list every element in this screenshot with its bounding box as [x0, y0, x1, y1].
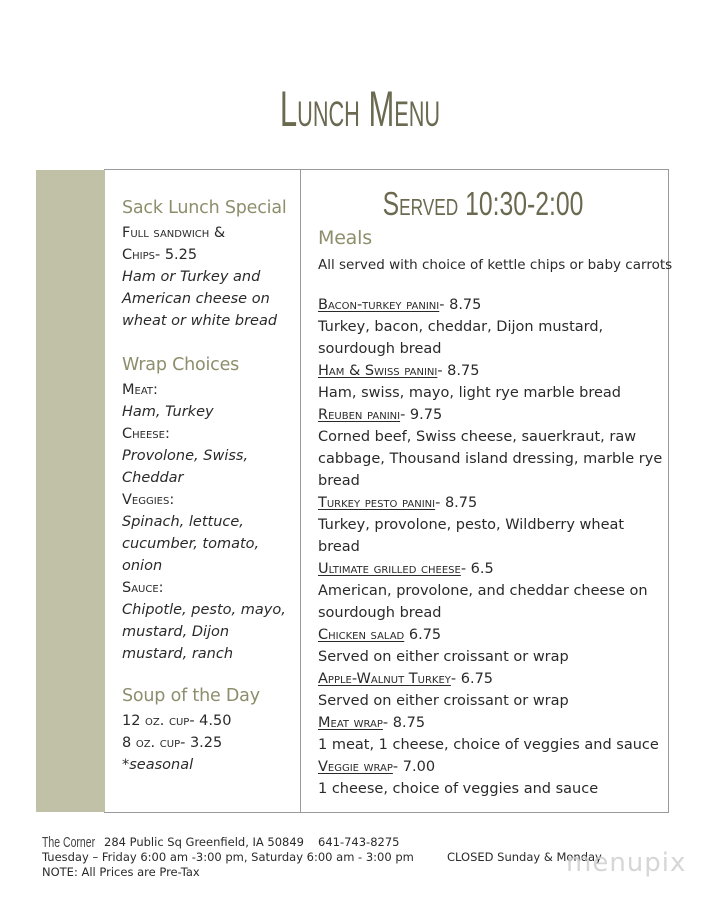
footer-brand: The Corner: [42, 834, 96, 851]
sack-lunch-price: Chips- 5.25: [122, 247, 198, 263]
wrap-cheese-options: Provolone, Swiss,: [122, 448, 249, 464]
wrap-sauce-options: Chipotle, pesto, mayo,: [122, 602, 286, 618]
sack-lunch-desc: wheat or white bread: [122, 313, 278, 329]
column-divider: [300, 169, 301, 813]
wrap-cheese-label: Cheese:: [122, 426, 170, 442]
left-column: [122, 194, 294, 776]
sack-lunch-desc: Ham or Turkey and: [122, 269, 261, 285]
menu-item-price: - 8.75: [435, 495, 478, 511]
footer-phone: 641-743-8275: [318, 835, 400, 849]
meals-title: Meals: [318, 227, 372, 249]
wrap-meat-options: Ham, Turkey: [122, 404, 214, 420]
menu-item-desc: Turkey, provolone, pesto, Wildberry wheat bread: [318, 517, 625, 555]
soup-price-8oz-text: 8 oz. cup- 3.25: [122, 735, 223, 751]
menu-item-price: 6.75: [404, 627, 442, 643]
menu-item-name: Meat wrap: [318, 715, 383, 731]
wrap-veggies-options: onion: [122, 558, 163, 574]
menu-item-heading: [318, 712, 663, 734]
menu-item-heading: [318, 668, 663, 690]
wrap-veggies-label: Veggies:: [122, 492, 175, 508]
menu-item-heading: [318, 492, 663, 514]
watermark: menupix: [566, 848, 687, 878]
wrap-sauce-options: mustard, ranch: [122, 646, 234, 662]
menu-item-name: Apple-Walnut Turkey: [318, 671, 451, 687]
menu-item-desc: 1 meat, 1 cheese, choice of veggies and sauce: [318, 737, 659, 753]
decorative-side-bar: [36, 170, 105, 812]
wrap-veggies-options: cucumber, tomato,: [122, 536, 260, 552]
menu-item-heading: [318, 294, 663, 316]
menu-item-name: Turkey pesto panini: [318, 495, 436, 511]
menu-item-price: - 8.75: [382, 715, 426, 731]
sack-lunch-desc: American cheese on: [122, 291, 270, 307]
soup-price-12oz-text: 12 oz. cup- 4.50: [122, 713, 232, 729]
menu-item-desc: Corned beef, Swiss cheese, sauerkraut, raw cabbage, Thousand island dressing, marble rye bread: [318, 429, 663, 489]
menu-item-name: Veggie wrap: [318, 759, 393, 775]
menu-item-price: - 7.00: [392, 759, 436, 775]
wrap-veggies-options: Spinach, lettuce,: [122, 514, 244, 530]
menu-item-price: - 8.75: [439, 297, 482, 313]
wrap-meat-label: Meat:: [122, 382, 158, 398]
soup-price-8oz: [122, 732, 294, 754]
right-column: [318, 224, 673, 800]
wrap-sauce-options: mustard, Dijon: [122, 624, 230, 640]
menu-item-heading: [318, 624, 663, 646]
footer-note: NOTE: All Prices are Pre-Tax: [42, 865, 200, 879]
wrap-choices-title: Wrap Choices: [122, 355, 240, 375]
menu-item-price: - 8.75: [437, 363, 480, 379]
menu-item-desc: 1 cheese, choice of veggies and sauce: [318, 781, 599, 797]
menu-item-desc: Turkey, bacon, cheddar, Dijon mustard, sourdough bread: [318, 319, 604, 357]
menu-item-heading: [318, 360, 663, 382]
sack-lunch-title: Sack Lunch Special: [122, 198, 287, 218]
menu-item-name: Reuben panini: [318, 407, 401, 423]
menu-item-desc: Served on either croissant or wrap: [318, 693, 569, 709]
menu-title: Lunch Menu: [279, 81, 441, 137]
menu-item-heading: [318, 756, 663, 778]
sack-lunch-line: Full sandwich &: [122, 225, 226, 241]
menu-item-desc: Served on either croissant or wrap: [318, 649, 569, 665]
menu-item-desc: American, provolone, and cheddar cheese on sourdough bread: [318, 583, 648, 621]
menu-item-price: - 9.75: [400, 407, 443, 423]
wrap-cheese-options: Cheddar: [122, 470, 184, 486]
menu-item-name: Ham & Swiss panini: [318, 363, 438, 379]
menu-item-name: Chicken salad: [318, 627, 405, 643]
served-hours: Served 10:30-2:00: [382, 185, 584, 222]
footer-hours: Tuesday – Friday 6:00 am -3:00 pm, Saturday 6:00 am - 3:00 pm: [42, 850, 414, 864]
footer-closed: CLOSED Sunday & Monday: [447, 850, 602, 864]
menu-item-price: - 6.5: [460, 561, 494, 577]
menu-item-name: Bacon-turkey panini: [318, 297, 440, 313]
menu-item-heading: [318, 558, 663, 580]
meals-note: All served with choice of kettle chips or baby carrots: [318, 257, 673, 273]
menu-item-price: - 6.75: [450, 671, 494, 687]
wrap-sauce-label: Sauce:: [122, 580, 164, 596]
footer-address: 284 Public Sq Greenfield, IA 50849: [104, 835, 304, 849]
soup-title: Soup of the Day: [122, 686, 260, 706]
menu-item-name: Ultimate grilled cheese: [318, 561, 461, 577]
soup-price-12oz: [122, 710, 294, 732]
menu-item-desc: Ham, swiss, mayo, light rye marble bread: [318, 385, 621, 401]
menu-item-heading: [318, 404, 663, 426]
soup-note: *seasonal: [122, 757, 194, 773]
